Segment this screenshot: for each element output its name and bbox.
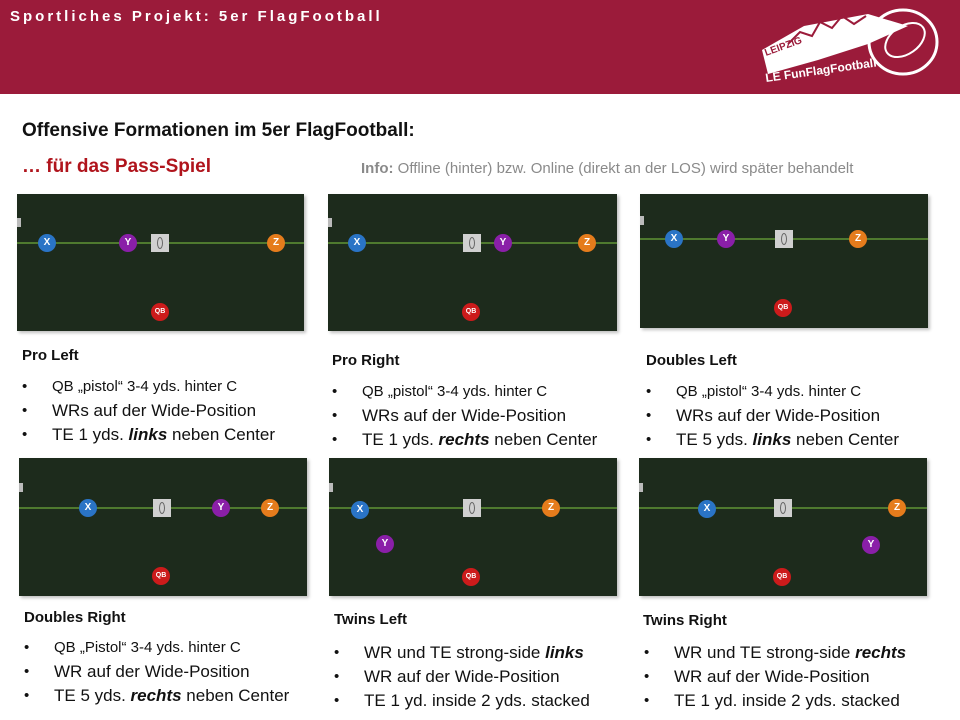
player-z: Z: [849, 230, 867, 248]
team-logo: [758, 4, 948, 90]
formation-title: Pro Right: [332, 352, 400, 369]
bullet-item: • WR und TE strong-side rechts: [644, 641, 906, 665]
formation-bullets: [646, 380, 899, 452]
formation-title: Doubles Left: [646, 352, 737, 369]
player-x: X: [698, 500, 716, 518]
formation-title: Twins Left: [334, 611, 408, 628]
slide-handle: [19, 483, 23, 492]
page-subtitle: … für das Pass-Spiel: [22, 156, 212, 177]
bullet-item: • TE 1 yds. rechts neben Center: [332, 428, 597, 452]
formation-title: Twins Right: [643, 612, 727, 629]
bullet-item: • WR und TE strong-side links: [334, 641, 590, 665]
bullet-item: • TE 1 yd. inside 2 yds. stacked: [644, 689, 906, 713]
formation-title: Pro Left: [22, 347, 79, 364]
player-x: X: [348, 234, 366, 252]
player-qb: QB: [462, 568, 480, 586]
bullet-item: • TE 1 yd. inside 2 yds. stacked: [334, 689, 590, 713]
bullet-item: • QB „pistol“ 3-4 yds. hinter C: [22, 375, 275, 399]
page-title: Offensive Formationen im 5er FlagFootball:: [22, 120, 415, 141]
formation-title: Doubles Right: [24, 609, 126, 626]
player-qb: QB: [151, 303, 169, 321]
player-x: X: [351, 501, 369, 519]
field-doubles-left: [640, 194, 928, 328]
player-z: Z: [542, 499, 560, 517]
bullet-item: • TE 5 yds. rechts neben Center: [24, 684, 289, 708]
formation-bullets: [644, 641, 906, 713]
field-twins-right: [639, 458, 927, 596]
formation-bullets: [22, 375, 275, 447]
player-y: Y: [494, 234, 512, 252]
bullet-item: • WR auf der Wide-Position: [24, 660, 289, 684]
player-z: Z: [267, 234, 285, 252]
bullet-item: • TE 1 yds. links neben Center: [22, 423, 275, 447]
player-z: Z: [888, 499, 906, 517]
player-y: Y: [717, 230, 735, 248]
center-ball-icon: [463, 499, 481, 517]
player-z: Z: [578, 234, 596, 252]
bullet-item: • WRs auf der Wide-Position: [22, 399, 275, 423]
field-doubles-right: [19, 458, 307, 596]
bullet-item: • QB „pistol“ 3-4 yds. hinter C: [332, 380, 597, 404]
field-twins-left: [329, 458, 617, 596]
bullet-item: • QB „pistol“ 3-4 yds. hinter C: [646, 380, 899, 404]
header-title: Sportliches Projekt: 5er FlagFootball: [10, 8, 383, 25]
formation-bullets: [332, 380, 597, 452]
player-y: Y: [119, 234, 137, 252]
bullet-item: • TE 5 yds. links neben Center: [646, 428, 899, 452]
slide-handle: [329, 483, 333, 492]
bullet-item: • WR auf der Wide-Position: [334, 665, 590, 689]
bullet-item: • QB „Pistol“ 3-4 yds. hinter C: [24, 636, 289, 660]
center-ball-icon: [463, 234, 481, 252]
info-text: Offline (hinter) bzw. Online (direkt an der LOS) wird später behandelt: [397, 160, 854, 177]
slide-handle: [328, 218, 332, 227]
bullet-item: • WRs auf der Wide-Position: [646, 404, 899, 428]
player-y: Y: [376, 535, 394, 553]
center-ball-icon: [774, 499, 792, 517]
player-y: Y: [212, 499, 230, 517]
info-note: [361, 160, 853, 177]
formation-bullets: [334, 641, 590, 713]
player-x: X: [38, 234, 56, 252]
player-y: Y: [862, 536, 880, 554]
slide-handle: [640, 216, 644, 225]
slide-handle: [639, 483, 643, 492]
field-pro-right: [328, 194, 617, 331]
player-qb: QB: [773, 568, 791, 586]
slide-handle: [17, 218, 21, 227]
player-qb: QB: [774, 299, 792, 317]
center-ball-icon: [153, 499, 171, 517]
formation-bullets: [24, 636, 289, 708]
player-qb: QB: [152, 567, 170, 585]
field-pro-left: [17, 194, 304, 331]
info-label: Info:: [361, 160, 394, 177]
center-ball-icon: [151, 234, 169, 252]
bullet-item: • WR auf der Wide-Position: [644, 665, 906, 689]
player-x: X: [79, 499, 97, 517]
svg-text:LEIPZIG: LEIPZIG: [763, 35, 804, 59]
player-z: Z: [261, 499, 279, 517]
player-x: X: [665, 230, 683, 248]
player-qb: QB: [462, 303, 480, 321]
header-bar: [0, 0, 960, 94]
bullet-item: • WRs auf der Wide-Position: [332, 404, 597, 428]
svg-text:LE FunFlagFootball: LE FunFlagFootball: [764, 55, 878, 85]
center-ball-icon: [775, 230, 793, 248]
